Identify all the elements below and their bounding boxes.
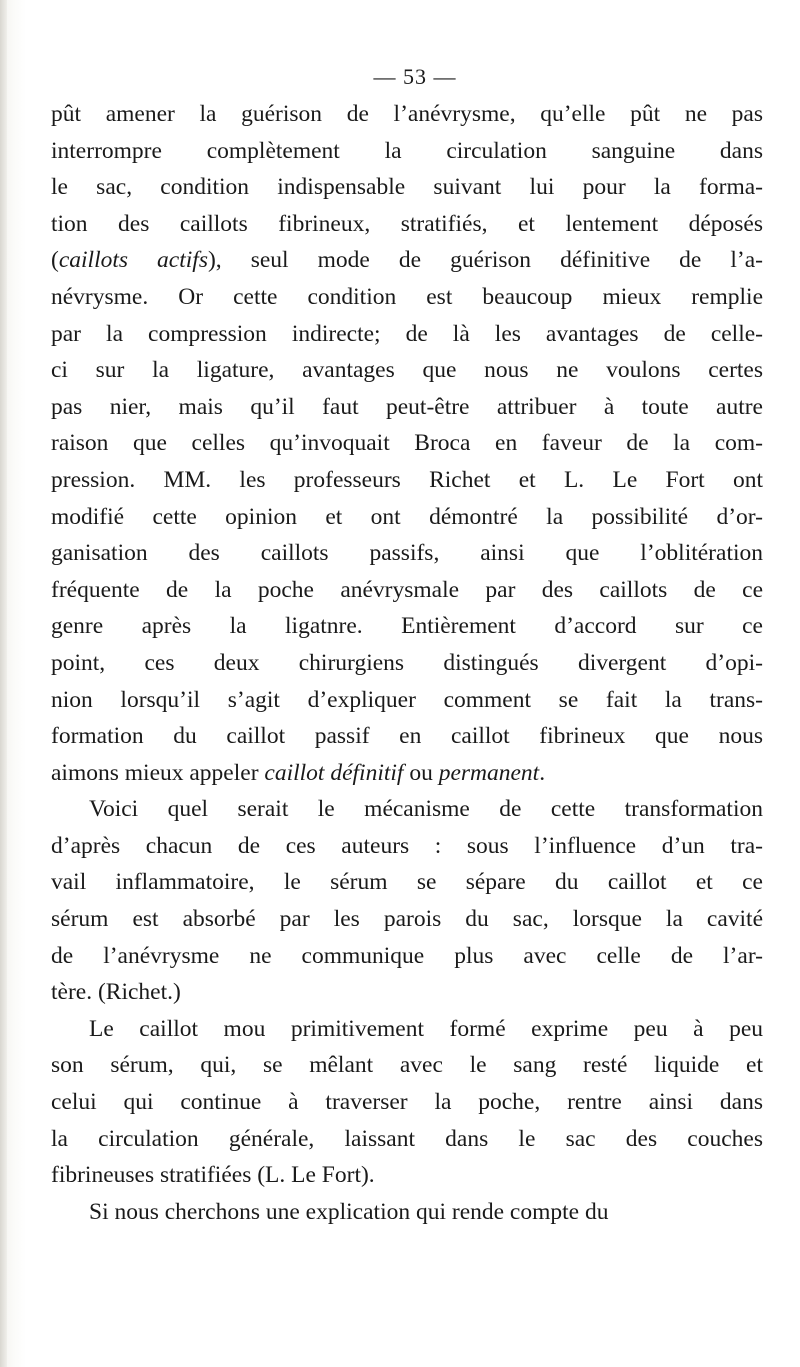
- text-line: genre après la ligatnre. Entièrement d’accord sur ce: [51, 613, 763, 640]
- text-run: .: [539, 759, 546, 786]
- text-line: Si nous cherchons une explication qui rende compte du: [89, 1198, 609, 1225]
- text-line: [51, 242, 763, 279]
- text-line: formation du caillot passif en caillot fibrineux que nous: [51, 723, 763, 750]
- text-line: fréquente de la poche anévrysmale par des caillots de ce: [51, 576, 763, 603]
- text-line: Voici quel serait le mécanisme de cette transformation: [89, 796, 763, 823]
- body-text: [51, 96, 763, 1230]
- text-line: pression. MM. les professeurs Richet et L. Le Fort ont: [51, 466, 763, 493]
- text-line: point, ces deux chirurgiens distingués divergent d’opi-: [51, 649, 763, 676]
- text-line: [51, 755, 763, 792]
- text-line: interrompre complètement la circulation sanguine dans: [51, 137, 763, 164]
- text-line: pût amener la guérison de l’anévrysme, qu’elle pût ne pas: [51, 101, 763, 127]
- text-run: aimons mieux appeler: [51, 759, 265, 786]
- text-run: ou: [403, 759, 439, 786]
- text-line: raison que celles qu’invoquait Broca en faveur de la com-: [51, 430, 763, 457]
- text-line: Le caillot mou primitivement formé exprime peu à peu: [89, 1015, 763, 1042]
- text-line: vail inflammatoire, le sérum se sépare du caillot et ce: [51, 869, 763, 896]
- text-line: fibrineuses stratifiées (L. Le Fort).: [51, 1162, 375, 1189]
- text-line: pas nier, mais qu’il faut peut-être attribuer à toute autre: [51, 393, 763, 420]
- text-line: modifié cette opinion et ont démontré la possibilité d’or-: [51, 503, 763, 530]
- text-line: ci sur la ligature, avantages que nous ne voulons certes: [51, 357, 763, 384]
- text-line: d’après chacun de ces auteurs : sous l’influence d’un tra-: [51, 832, 763, 859]
- italic-term: caillot définitif: [264, 759, 404, 786]
- italic-term: caillots actifs: [58, 247, 208, 274]
- text-line: celui qui continue à traverser la poche, rentre ainsi dans: [51, 1089, 763, 1116]
- text-line: tion des caillots fibrineux, stratifiés, et lentement déposés: [51, 210, 763, 237]
- text-line: névrysme. Or cette condition est beaucoup mieux remplie: [51, 283, 763, 310]
- text-line: tère. (Richet.): [51, 979, 181, 1006]
- text-line: sérum est absorbé par les parois du sac, lorsque la cavité: [51, 906, 763, 933]
- text-line: nion lorsqu’il s’agit d’expliquer comment se fait la trans-: [51, 686, 763, 713]
- text-line: par la compression indirecte; de là les avantages de celle-: [51, 320, 763, 347]
- italic-term: permanent: [438, 759, 540, 786]
- page-number: — 53 —: [373, 64, 457, 89]
- text-line: la circulation générale, laissant dans le sac des couches: [51, 1125, 763, 1152]
- text-line: son sérum, qui, se mêlant avec le sang resté liquide et: [51, 1052, 763, 1079]
- text-run: ), seul mode de guérison définitive de l’a-: [207, 247, 763, 274]
- page-binding-edge: [0, 0, 7, 1367]
- text-line: de l’anévrysme ne communique plus avec celle de l’ar-: [51, 942, 763, 969]
- text-line: ganisation des caillots passifs, ainsi que l’oblitération: [51, 540, 763, 567]
- text-run: (: [51, 247, 59, 274]
- text-line: le sac, condition indispensable suivant lui pour la forma-: [51, 174, 763, 201]
